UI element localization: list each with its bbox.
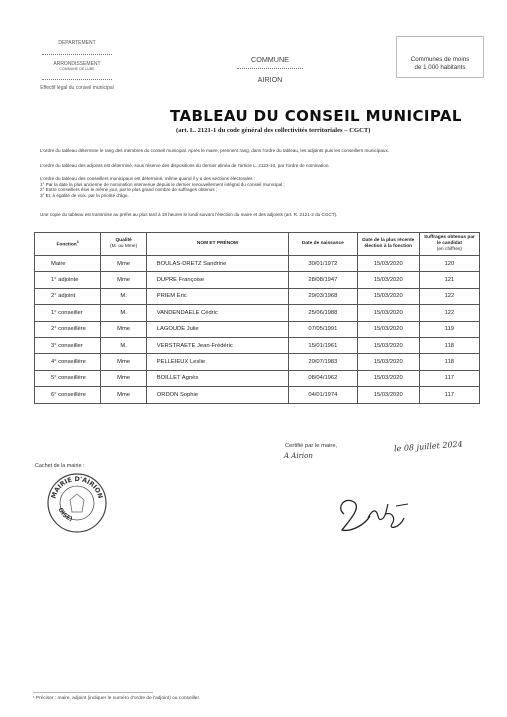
table-row [35,370,480,386]
cell-suffrages: 122 [419,288,479,304]
cell-suffrages: 118 [419,337,479,353]
cell-date-naissance: 04/01/1974 [289,387,358,403]
paragraph-conseillers-order [40,176,480,198]
mairie-seal-stamp [46,472,108,534]
cell-fonction: Maire [35,256,101,272]
handwritten-place: A Airion [284,452,313,460]
cell-suffrages: 120 [419,256,479,272]
cell-nom: BOULAS-DRETZ Sandrine [146,256,288,272]
arrondissement-field [42,73,112,80]
table-row [35,305,480,321]
cell-fonction: 2° conseillère [35,321,101,337]
svg-text:MAIRIE D'AIRION [49,475,104,499]
table-row [35,272,480,288]
departement-field [42,48,112,55]
cell-date-election: 15/03/2020 [357,288,419,304]
cell-date-naissance: 25/06/1988 [289,305,358,321]
cell-qualite: Mme [101,256,146,272]
cell-date-election: 15/03/2020 [357,256,419,272]
cell-suffrages: 118 [419,354,479,370]
population-line1: Communes de moins [410,56,470,63]
cell-date-election: 15/03/2020 [357,321,419,337]
cell-fonction: 3° conseiller [35,337,101,353]
arrondissement-label: ARRONDISSEMENT [53,61,101,67]
page-subtitle: (art. L. 2121-1 du code général des collectivités territoriales – CGCT) [176,127,371,134]
cell-date-election: 15/03/2020 [357,387,419,403]
commune-block [230,55,310,84]
cell-qualite: Mme [101,370,146,386]
cell-date-election: 15/03/2020 [357,354,419,370]
cell-nom: PELLEIEUX Leslie [146,354,288,370]
cell-date-election: 15/03/2020 [357,370,419,386]
table-header-row [35,233,480,256]
commune-label: COMMUNE [251,55,289,64]
population-box [396,36,484,78]
effectif-label: Effectif légal du conseil municipal [40,85,114,91]
cell-fonction: 1° adjointe [35,272,101,288]
certified-label: Certifié par le maire, [285,443,338,449]
cell-date-naissance: 15/01/1961 [289,337,358,353]
table-row [35,321,480,337]
cell-qualite: M. [101,288,146,304]
cell-nom: VERSTRAETE Jean-Frédéric [146,337,288,353]
seal-text-bottom: OISE) [56,506,74,523]
handwritten-date: le 08 juillet 2024 [393,439,463,454]
cell-fonction: 6° conseillère [35,387,101,403]
council-table [34,232,480,404]
header-suffrages: Suffrages obtenus par le candidat (en chiffres) [419,233,479,256]
cell-fonction: 5° conseillère [35,370,101,386]
cell-qualite: Mme [101,387,146,403]
header-fonction: Fonction$^1$ [35,233,101,256]
commune-name: AIRION [257,75,283,84]
departement-label: DEPARTEMENT [58,40,96,46]
cell-date-naissance: 29/03/1968 [289,288,358,304]
cell-qualite: Mme [101,354,146,370]
conseillers-order-item: 2° Entre conseillers élus le même jour, par le plus grand nombre de suffrages obtenus ; [40,187,218,193]
cell-date-naissance: 20/07/1983 [289,354,358,370]
cell-date-naissance: 30/01/1972 [289,256,358,272]
paragraph-rank-order: L'ordre du tableau détermine le rang des membres du conseil municipal. Après le maire, prennent rang, dans l'ordre du tableau, les adjoints puis les conseillers municipaux. [40,148,390,153]
cell-nom: VANDENDAELE Cédric [146,305,288,321]
cell-suffrages: 119 [419,321,479,337]
footnote: ¹ Préciser : maire, adjoint (indiquer le numéro d'ordre de l'adjoint) ou conseiller. [33,692,153,701]
cell-suffrages: 117 [419,370,479,386]
table-row [35,337,480,353]
cell-qualite: Mme [101,272,146,288]
conseillers-order-intro: L'ordre du tableau des conseillers municipaux est déterminé, même quand il y a des sections électorales : [40,176,256,181]
cell-suffrages: 117 [419,387,479,403]
conseillers-order-item: 1° Par la date la plus ancienne de nomination intervenue depuis le dernier renouvellement intégral du conseil municipal ; [40,181,285,187]
cachet-label: Cachet de la mairie : [35,463,85,469]
table-row [35,288,480,304]
header-qualite: Qualité (M. ou Mme) [101,233,146,256]
cell-qualite: M. [101,305,146,321]
cell-suffrages: 122 [419,305,479,321]
cell-date-election: 15/03/2020 [357,337,419,353]
header-date-election: Date de la plus récente élection à la fonction [357,233,419,256]
arrondissement-sub: COMMUNE DE LUBE [59,67,95,71]
header-nom: NOM ET PRÉNOM [146,233,288,256]
cell-nom: ORDON Sophie [146,387,288,403]
cell-date-naissance: 08/04/1962 [289,370,358,386]
conseillers-order-item: 3° Et, à égalité de voix, par la priorité d'âge. [40,192,129,198]
header-admin-block [22,40,132,91]
cell-nom: BOILLET Agnès [146,370,288,386]
cell-nom: LAGOUDE Julie [146,321,288,337]
paragraph-adjoints-order: L'ordre du tableau des adjoints est déterminé, sous réserve des dispositions du dernier alinéa de l'article L. 2122-10, par l'ordre de nomination. [40,163,330,168]
cell-nom: DUPRE Françoise [146,272,288,288]
cell-date-election: 15/03/2020 [357,305,419,321]
cell-qualite: Mme [101,321,146,337]
table-row [35,354,480,370]
cell-qualite: M. [101,337,146,353]
cell-date-naissance: 07/05/1991 [289,321,358,337]
table-row [35,387,480,403]
cell-suffrages: 121 [419,272,479,288]
paragraph-transmission: Une copie du tableau est transmise au préfet au plus tard à 18 heures le lundi suivant l'élection du maire et des adjoints (art. R. 2121-2 du CGCT). [40,212,338,217]
table-row [35,256,480,272]
cell-fonction: 4° conseillère [35,354,101,370]
cell-fonction: 2° adjoint [35,288,101,304]
seal-text-top: MAIRIE D'AIRION [49,474,105,500]
cell-fonction: 1° conseiller [35,305,101,321]
mayor-signature [330,482,430,542]
population-line2: de 1 000 habitants [414,63,466,71]
commune-separator [237,68,303,69]
cell-date-election: 15/03/2020 [357,272,419,288]
page-title: TABLEAU DU CONSEIL MUNICIPAL [170,107,462,125]
cell-nom: PRIEM Eric [146,288,288,304]
cell-date-naissance: 28/08/1947 [289,272,358,288]
header-date-naissance: Date de naissance [289,233,358,256]
